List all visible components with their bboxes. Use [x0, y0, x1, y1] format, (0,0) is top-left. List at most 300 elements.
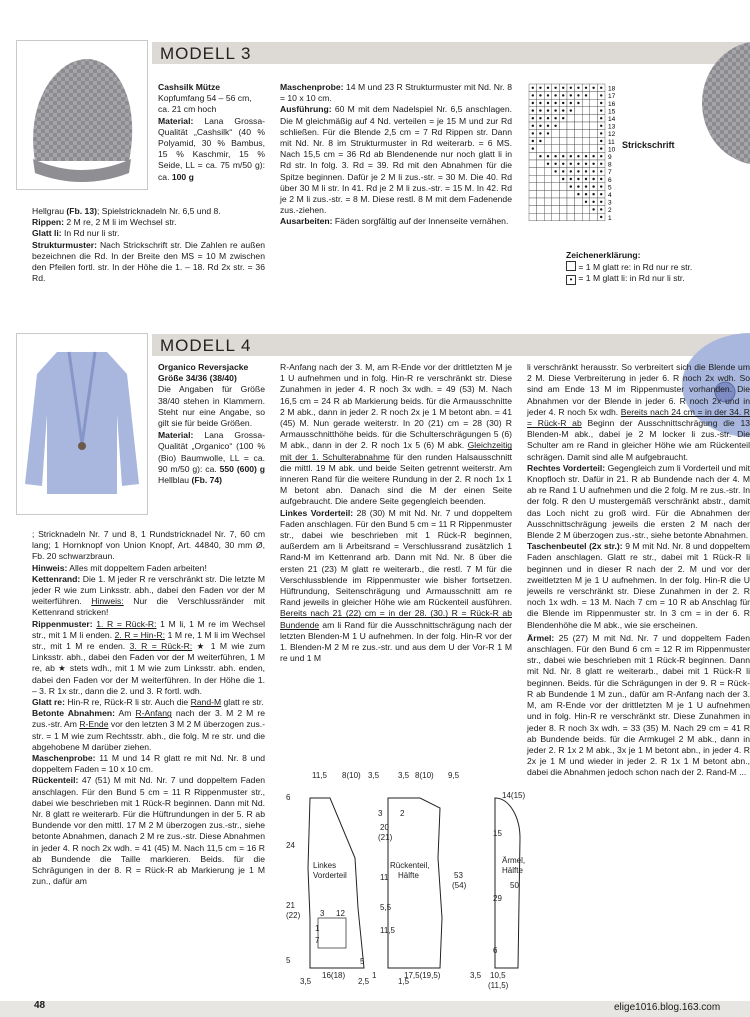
chart-dot: [554, 117, 556, 119]
betonte-label: Betonte Abnahmen:: [32, 708, 115, 719]
knitting-chart: [527, 82, 627, 227]
chart-row-number: 1: [608, 214, 612, 222]
dim-21: 21: [286, 901, 295, 910]
dim-20: 20: [380, 823, 389, 832]
chart-cell: [559, 145, 567, 153]
chart-dot: [592, 208, 594, 210]
dim-22: (22): [286, 911, 301, 920]
chart-dot: [570, 155, 572, 157]
chart-row-number: 7: [608, 169, 612, 177]
chart-dot: [600, 87, 602, 89]
chart-cell: [590, 99, 598, 107]
betonte-1: Am: [118, 708, 132, 719]
chart-cell: [544, 145, 552, 153]
chart-dot: [547, 155, 549, 157]
chart-row-number: 12: [608, 131, 616, 139]
chart-cell: [567, 114, 575, 122]
chart-dot: [532, 87, 534, 89]
chart-row-number: 15: [608, 108, 616, 116]
chart-dot: [570, 87, 572, 89]
col3-p2: Beginn der Ausschnittschrägung die 13 Blenden-M abk., dabei je 2 M locker li zus.-str. Die Schulter am re Rand in gleicher Höhe wie am Rückenteil schrägen. Damit sind alle M aufgebraucht.: [527, 418, 750, 462]
chart-dot: [532, 132, 534, 134]
col2-bereits: Bereits nach 21 (22) cm = in der 28. (30.) R = Rück-R ab Bundende: [280, 608, 512, 630]
dim-17-5: 17,5(19,5): [404, 971, 441, 980]
chart-cell: [582, 137, 590, 145]
back-label-2: Hälfte: [398, 871, 419, 880]
chart-dot: [562, 109, 564, 111]
chart-dot: [600, 208, 602, 210]
chart-dot: [532, 140, 534, 142]
sleeve-label-1: Ärmel,: [502, 856, 526, 865]
dim-1-bottom: 1: [372, 971, 377, 980]
chart-cell: [552, 145, 560, 153]
hat-photo: [16, 40, 148, 190]
pocket-outline: [318, 918, 346, 948]
chart-cell: [582, 114, 590, 122]
chart-dot: [532, 125, 534, 127]
chart-dot: [577, 163, 579, 165]
chart-cell: [590, 92, 598, 100]
chart-cell: [590, 213, 598, 221]
dim-24: 24: [286, 841, 295, 850]
chart-cell: [544, 198, 552, 206]
material-label: Material:: [158, 115, 194, 126]
chart-dot: [562, 94, 564, 96]
chart-dot: [554, 163, 556, 165]
chart-cell: [582, 107, 590, 115]
schematic-diagram: [280, 768, 526, 990]
dim-5-5: 5,5: [380, 903, 392, 912]
r-anfang: R-Anfang: [135, 708, 172, 719]
chart-cell: [544, 213, 552, 221]
material-text: Lana Grossa-Qualität „Cashsilk“ (40 % Polyamid, 30 % Bambus, 15 % Kaschmir, 15 % Seide, LL = ca. 75 m/50 g): ca.: [158, 115, 265, 182]
ausfuehrung-text: 60 M mit dem Nadelspiel Nr. 6,5 anschlagen. Die M gleichmäßig auf 4 Nd. verteilen = je 15 M und zur Rd schließen. Für die Blende 2,5 cm = 7 Rd Rippen str. Dann mit Nd. Nr. 8 im Strukturmuster in Rd weiterarb. = 6 MS. Nach 15,5 cm = 36 Rd ab Blendenende nur noch glatt li in Rd str. In folg. 3. Rd = 39. Rd mit den Abnahmen für die Spitze beginnen. Dafür je 2 M li zus.-str. = 30 M. Die 40. Rd über 30 M li str. In 41. Rd je 2 M li zus.-str. = 15 M. In 42. Rd je 2 M li zus.-str. = 8 M. Diese restl. 8 M mit dem Fadenende zus.-ziehen.: [280, 104, 513, 216]
chart-cell: [552, 183, 560, 191]
rippen-1: 1. R = Rück-R:: [96, 618, 157, 629]
maschenprobe-label: Maschenprobe:: [280, 82, 344, 92]
chart-cell: [590, 122, 598, 130]
rippenmuster-label: Rippenmuster:: [32, 618, 93, 629]
chart-row-number: 10: [608, 146, 616, 154]
chart-cell: [537, 183, 545, 191]
chart-dot: [600, 178, 602, 180]
sleeve-label-2: Hälfte: [502, 866, 523, 875]
dim-3-5-sleeve: 3,5: [470, 971, 482, 980]
chart-dot: [585, 185, 587, 187]
chart-cell: [590, 130, 598, 138]
modell3-header: [152, 42, 750, 64]
chart-cell: [582, 99, 590, 107]
r-ende: R-Ende: [79, 719, 109, 730]
dim-2: 2: [400, 809, 405, 818]
front-label-1: Linkes: [313, 861, 337, 870]
rippen-text: 2 M re, 2 M li im Wechsel str.: [66, 217, 177, 228]
chart-dot: [577, 94, 579, 96]
dot-square-icon: •: [566, 275, 576, 285]
dim-5-front: 5: [360, 957, 365, 966]
chart-dot: [547, 102, 549, 104]
chart-dot: [577, 102, 579, 104]
col3-p1: li verschränkt herausstr. So verbreitert sich die Blende um 2 M. Diese Verbreiterung in jeder 6. R noch 2x wdh. So sind am Ende 13 M im Rippenmuster vorhanden. Die Abnahmen vor der Blende in jeder 6. R noch 2x und in jeder 4. R noch 5x wdh.: [527, 362, 750, 417]
chart-row-number: 18: [608, 85, 616, 93]
chart-cell: [537, 168, 545, 176]
chart-dot: [585, 94, 587, 96]
chart-dot: [600, 117, 602, 119]
dim-11-5-paren: (11,5): [488, 981, 509, 990]
chart-dot: [585, 170, 587, 172]
chart-dot: [539, 117, 541, 119]
chart-cell: [544, 190, 552, 198]
chart-cell: [537, 198, 545, 206]
modell4-col2: [280, 362, 512, 664]
chart-dot: [562, 170, 564, 172]
linkes-vorderteil-text: 28 (30) M mit Nd. Nr. 7 und doppeltem Faden anschlagen. Für den Bund 5 cm = 11 R Rippenmuster str., dabei wie beschrieben mit 1 Rück-R beginnen, außerdem am li Arbeitsrand = Verschlussrand zusätzlich 1 Rand-M im Kettenrand arb. Dann mit Nd. Nr. 8 über die ersten 21 (23) M glatt re weiterarb., die restl. 7 M für die Verschlussblende im Rippenmuster wie bisher fortsetzen. Hüftrundung, Seitenschrägung und Armausschnitt am re Rand jeweils in gleicher Höhe wie am Rückenteil ausführen.: [280, 507, 513, 608]
chart-row-number: 13: [608, 123, 616, 131]
glatt-re-end: glatt re str.: [223, 697, 264, 708]
chart-dot: [570, 178, 572, 180]
chart-cell: [529, 152, 537, 160]
chart-dot: [592, 87, 594, 89]
rand-m: Rand-M: [190, 697, 222, 708]
chart-cell: [575, 145, 583, 153]
taschenbeutel-text: 9 M mit Nd. Nr. 8 und doppeltem Faden anschlagen. Glatt re str., dabei mit 1 Rück-R li beginnen und in dieser R nach der 2. M und vor der zweitletzten M je 1 U aufnehmen. In der folg. Hin-R die U jeweils re verschränkt str. Diese Zunahmen in der 2. R noch 1x wdh. = 13 M. Nach 7 cm = 10 R ab Anschlag für die Blende im Rippenmuster str. In 3 cm = in der 6. R Blendenhöhe die M abk., wie sie erscheinen.: [527, 541, 750, 630]
chart-cell: [537, 206, 545, 214]
col2-p2: für den runden Halsausschnitt die mittl. 19 M abk. und beide Seiten getrennt weiterstr. Am inneren Rand für die weitere Rundung in der 2. R noch 1x 1 M betont abn. Danach sind die M der einen Seite aufgebraucht. Die andere Seite gegengleich beenden.: [280, 451, 512, 507]
color-hellblau: Hellblau: [158, 475, 190, 486]
rippen-3-text: ★ 1 M wie zum Linksstr. abh., dabei den Faden vor der M weiterführen, 1 M re, ab ★ stets wdh., mit 1 M wie zum Linksstr. abh. enden, dabei den Faden vor der M weiterführen. In der Höhe die 1. – 3. R 1x str., dann die 2. und 3. R fortl. wdh.: [32, 641, 266, 696]
chart-dot: [554, 109, 556, 111]
col2-p3: am li Rand für die Ausschnittschrägung nach der letzten Blenden-M 1 U aufnehmen. In der folg. Hin-R vor der 1. Blenden-M 2 M re zus.-str. und aus dem U der Vor-R 1 M re und 1 M: [280, 619, 513, 664]
modell4-header: [152, 334, 750, 356]
chart-cell: [544, 137, 552, 145]
chart-dot: [570, 102, 572, 104]
chart-cell: [529, 198, 537, 206]
chart-dot: [547, 87, 549, 89]
glatt-li-label: Glatt li:: [32, 228, 62, 239]
chart-cell: [544, 175, 552, 183]
pocket-dim-1: 1: [315, 924, 320, 933]
kopfumfang: Kopfumfang 54 – 56 cm, ca. 21 cm hoch: [158, 93, 252, 115]
chart-cell: [582, 145, 590, 153]
chart-dot: [532, 147, 534, 149]
chart-dot: [539, 125, 541, 127]
chart-row-number: 4: [608, 192, 612, 199]
cardigan-photo: [16, 333, 148, 515]
chart-dot: [600, 216, 602, 218]
color-hellgrau: Hellgrau: [32, 206, 65, 216]
chart-dot: [592, 201, 594, 203]
rippen-3: 3. R = Rück-R:: [129, 641, 193, 652]
dim-11-5-mid: 11,5: [380, 926, 395, 935]
modell4-col1: [32, 529, 265, 888]
chart-dot: [577, 185, 579, 187]
chart-cell: [582, 122, 590, 130]
material-amount: 100 g: [171, 171, 194, 182]
col2-p1: R-Anfang nach der 3. M, am R-Ende vor der drittletzten M je 1 U aufnehmen und in folg. Hin-R re verschränkt str. Diese Zunahmen in jeder 4. R noch 3x wdh. = 49 (53) M. Nach 16,5 cm = 24 R ab Markierung beids. für die Armausschnitte 2 M abk., dann in jeder 2. R noch 2x je 1 M betont abn. = 41 (45) M. Nun gerade weiterstr. In 20 (21) cm = 28 (30) R Armausschnitthöhe beids. für die Schulterschrägungen 5 (6) M abk., dann in der 2. R noch 1x 5 (6) M abk.: [280, 362, 512, 451]
chart-cell: [529, 213, 537, 221]
chart-cell: [575, 107, 583, 115]
page-number: 48: [34, 1000, 46, 1011]
modell3-title: Cashsilk Mütze: [158, 82, 221, 92]
chart-dot: [532, 117, 534, 119]
chart-dot: [554, 170, 556, 172]
chart-dot: [592, 185, 594, 187]
chart-cell: [582, 206, 590, 214]
chart-dot: [585, 163, 587, 165]
chart-cell: [529, 168, 537, 176]
modell3-col2: [280, 82, 512, 228]
chart-title: Strickschrift: [622, 140, 675, 150]
hinweis-label: Hinweis:: [32, 562, 68, 573]
chart-cell: [559, 122, 567, 130]
chart-dot: [570, 109, 572, 111]
glatt-re-text: Hin-R re, Rück-R li str. Auch die: [67, 697, 189, 708]
chart-cell: [544, 206, 552, 214]
chart-dot: [562, 117, 564, 119]
aermel-label: Ärmel:: [527, 632, 555, 643]
dim-9-5: 9,5: [448, 771, 460, 780]
chart-dot: [600, 94, 602, 96]
strukturmuster-label: Strukturmuster:: [32, 239, 97, 250]
dim-10-5: 10,5: [490, 971, 506, 980]
chart-dot: [547, 163, 549, 165]
linkes-vorderteil-label: Linkes Vorderteil:: [280, 507, 354, 518]
modell4-col1-top: [158, 362, 265, 486]
chart-cell: [529, 183, 537, 191]
legend-2: = 1 M glatt li: in Rd nur li str.: [578, 273, 685, 284]
chart-dot: [539, 94, 541, 96]
chart-cell: [567, 137, 575, 145]
chart-cell: [559, 137, 567, 145]
nadeln-text: ; Spielstricknadeln Nr. 6,5 und 8.: [96, 206, 221, 216]
chart-cell: [575, 122, 583, 130]
chart-dot: [570, 163, 572, 165]
taschenbeutel-label: Taschenbeutel (2x str.):: [527, 541, 623, 552]
dim-15: 15: [493, 829, 502, 838]
chart-cell: [575, 213, 583, 221]
dim-3-5-left: 3,5: [368, 771, 380, 780]
chart-cell: [567, 145, 575, 153]
chart-dot: [539, 155, 541, 157]
chart-cell: [552, 190, 560, 198]
chart-cell: [567, 190, 575, 198]
chart-cell: [559, 213, 567, 221]
chart-dot: [600, 132, 602, 134]
chart-dot: [577, 178, 579, 180]
chart-dot: [600, 102, 602, 104]
chart-cell: [567, 198, 575, 206]
chart-dot: [547, 94, 549, 96]
legend-title: Zeichenerklärung:: [566, 250, 641, 260]
chart-dot: [600, 185, 602, 187]
legend: [566, 250, 716, 285]
glatt-re-label: Glatt re:: [32, 697, 65, 708]
chart-cell: [544, 183, 552, 191]
chart-cell: [529, 160, 537, 168]
chart-cell: [575, 198, 583, 206]
chart-row-number: 5: [608, 184, 612, 192]
ausfuehrung-label: Ausführung:: [280, 104, 332, 115]
kettenrand-text: Die 1. M jeder R re verschränkt str. Die letzte M jeder R wie zum Linksstr. abh., dabei den Faden vor der M weiterführen.: [32, 573, 265, 607]
chart-row-number: 9: [608, 154, 612, 161]
m4-material-text: Lana Grossa-Qualität „Organico“ (100 % (Bio) Baumwolle, LL = ca. 90 m/50 g): ca.: [158, 430, 265, 474]
dim-6-left: 6: [286, 793, 291, 802]
dim-3: 3: [378, 809, 383, 818]
pocket-dim-12: 12: [336, 909, 345, 918]
chart-dot: [600, 147, 602, 149]
chart-dot: [600, 170, 602, 172]
dim-50: 50: [510, 881, 519, 890]
chart-cell: [537, 145, 545, 153]
m4-material-amount: 550 (600) g: [219, 463, 265, 474]
chart-dot: [600, 163, 602, 165]
rippen-2: 2. R = Hin-R:: [114, 629, 166, 640]
chart-dot: [547, 109, 549, 111]
chart-dot: [577, 87, 579, 89]
chart-dot: [539, 87, 541, 89]
rippen-2-text: 1 M re, 1 M li im Wechsel str., mit 1 M re enden.: [32, 629, 265, 652]
front-label-2: Vorderteil: [313, 871, 347, 880]
chart-dot: [577, 170, 579, 172]
chart-dot: [600, 109, 602, 111]
dim-2-5: 2,5: [358, 977, 370, 986]
chart-dot: [600, 155, 602, 157]
chart-cell: [590, 107, 598, 115]
chart-cell: [590, 145, 598, 153]
maschenprobe-text: 14 M und 23 R Strukturmuster mit Nd. Nr. 8 = 10 x 10 cm.: [280, 82, 513, 104]
dim-11-5-top: 11,5: [312, 771, 327, 780]
chart-cell: [559, 190, 567, 198]
rippen-1-text: 1 M li, 1 M re im Wechsel str., mit 1 M li enden.: [32, 618, 266, 640]
chart-dot: [592, 193, 594, 195]
chart-dot: [570, 170, 572, 172]
pocket-dim-7: 7: [315, 936, 320, 945]
modell3-header-title: MODELL 3: [160, 44, 252, 63]
chart-cell: [552, 175, 560, 183]
betonte-3: vor den letzten 3 M 2 M überzogen zus.-str. = 1 M wie zum Rechtsstr. abh., die folg. M re str. und die abgehobene M darüber ziehen.: [32, 719, 265, 752]
modell4-header-title: MODELL 4: [160, 336, 252, 355]
chart-dot: [585, 87, 587, 89]
chart-cell: [552, 198, 560, 206]
chart-dot: [562, 87, 564, 89]
chart-cell: [582, 213, 590, 221]
col2-gleichzeitig: Gleichzeitig mit der 1. Schulterabnahme: [280, 440, 513, 462]
chart-row-number: 11: [608, 138, 615, 146]
chart-dot: [600, 201, 602, 203]
chart-dot: [592, 163, 594, 165]
chart-dot: [554, 155, 556, 157]
modell3-col1-top: [158, 82, 265, 183]
chart-cell: [537, 175, 545, 183]
m4-nadeln: ; Stricknadeln Nr. 7 und 8, 1 Rundstricknadel Nr. 7, 60 cm lang; 1 Hornknopf von Union Knopf, Art. 44840, 30 mm Ø, Fb. 20 schwarzbraun.: [32, 529, 265, 562]
chart-cell: [590, 137, 598, 145]
chart-cell: [537, 160, 545, 168]
chart-dot: [562, 155, 564, 157]
chart-cell: [559, 183, 567, 191]
chart-cell: [582, 130, 590, 138]
fb-13: (Fb. 13): [66, 206, 97, 216]
legend-1: = 1 M glatt re: in Rd nur re str.: [578, 262, 693, 273]
chart-cell: [529, 175, 537, 183]
rippen-label: Rippen:: [32, 217, 64, 228]
chart-row-number: 2: [608, 207, 612, 215]
chart-dot: [585, 193, 587, 195]
rueckenteil-label: Rückenteil:: [32, 775, 79, 786]
dim-6-sleeve: 6: [493, 946, 498, 955]
dim-14-15: 14(15): [502, 791, 526, 800]
hat-detail-photo: [700, 38, 750, 168]
chart-dot: [539, 140, 541, 142]
chart-cell: [567, 130, 575, 138]
chart-dot: [539, 132, 541, 134]
chart-row-number: 8: [608, 161, 612, 169]
back-piece-outline: [388, 798, 442, 968]
chart-cell: [552, 130, 560, 138]
chart-dot: [570, 94, 572, 96]
chart-cell: [567, 206, 575, 214]
dim-3-5-right: 3,5: [398, 771, 410, 780]
col3-bereits: Bereits nach 24 cm = in der 34. R = Rück-R ab: [527, 406, 750, 429]
chart-dot: [554, 94, 556, 96]
rechtes-vorderteil-text: Gegengleich zum li Vorderteil und mit Knopfloch str. Dafür in 21. R ab Bundende nach der 4. M ab re Rand 1 U aufnehmen und die 2 folg. M re zus.-str. In der folg. R den U mustergemäß verschränkt abstr., damit das Loch nicht zu groß wird. Für die Abnahmen der Ausschnittschrägung jeweils die ersten 2 M nach der Blende 2 M überzogen zus.-str., siehe betonte Abnahmen.: [527, 462, 750, 541]
chart-dot: [562, 178, 564, 180]
ausarbeiten-label: Ausarbeiten:: [280, 216, 333, 227]
chart-dot: [547, 117, 549, 119]
chart-dot: [592, 170, 594, 172]
chart-dot: [547, 132, 549, 134]
chart-row-number: 3: [608, 199, 612, 207]
dim-53: 53: [454, 871, 463, 880]
chart-dot: [570, 185, 572, 187]
rueckenteil-text: 47 (51) M mit Nd. Nr. 7 und doppeltem Faden anschlagen. Für den Bund 5 cm = 11 R Rippenmuster str., dabei wie beschrieben mit 1 Rück-R beginnen. Dann mit Nd. Nr. 8 glatt re weiterarb. Für die Hüftrundungen in der 5. R ab Bundende vor den mittl. 17 M 2 M überzogen zus.-str., siehe betonte Abnahmen, danach 2 M re zus.-str. Diese Abnahmen in jeder 4. R noch 2x wdh. = 41 (45) M. Nach 11,5 cm = 16 R ab Bundende die Taille markieren. Beids. für die Schrägungen in der 8. R = Rück-R ab Markierung je 1 M zun., dafür am: [32, 775, 265, 887]
chart-cell: [552, 137, 560, 145]
modell3-col1-bottom: [32, 206, 265, 284]
modell4-col3: [527, 362, 750, 1002]
m4-maschenprobe-label: Maschenprobe:: [32, 753, 96, 764]
m4-maschenprobe-text: 11 M und 14 R glatt re mit Nd. Nr. 8 und doppeltem Faden = 10 x 10 cm.: [32, 753, 266, 775]
kettenrand-label: Kettenrand:: [32, 573, 81, 584]
chart-cell: [575, 206, 583, 214]
strukturmuster-text: Nach Strickschrift str. Die Zahlen re außen bezeichnen die Rd. In der Breite den MS = 10 M zwischen den Pfeilen fortl. str. In der Höhe die 1. – 18. Rd 2x str. = 36 Rd.: [32, 239, 265, 284]
chart-row-number: 16: [608, 100, 616, 108]
chart-dot: [539, 109, 541, 111]
chart-row-number: 14: [608, 116, 616, 123]
chart-dot: [532, 94, 534, 96]
dim-11: 11: [380, 873, 389, 882]
chart-cell: [575, 137, 583, 145]
betonte-2: nach der 3. M 2 M re zus.-str. Am: [32, 708, 265, 730]
kettenrand-hinweis-text: Nur die Verschlussränder mit Kettenrand stricken!: [32, 596, 265, 618]
ausarbeiten-text: Fäden sorgfältig auf der Innenseite vernähen.: [334, 216, 509, 227]
chart-cell: [529, 190, 537, 198]
chart-dot: [600, 125, 602, 127]
chart-dot: [532, 109, 534, 111]
size-intro: Die Angaben für Größe 38/40 stehen in Klammern. Steht nur eine Angabe, so gilt sie für beide Größen.: [158, 384, 265, 429]
chart-row-number: 6: [608, 176, 612, 184]
chart-cell: [559, 206, 567, 214]
empty-square-icon: [566, 261, 576, 271]
chart-dot: [592, 155, 594, 157]
chart-dot: [562, 163, 564, 165]
chart-cell: [529, 206, 537, 214]
chart-cell: [559, 198, 567, 206]
chart-dot: [585, 201, 587, 203]
back-label-1: Rückenteil,: [390, 861, 430, 870]
kettenrand-hinweis: Hinweis:: [91, 596, 124, 607]
chart-cell: [537, 213, 545, 221]
chart-dot: [562, 102, 564, 104]
chart-dot: [554, 125, 556, 127]
